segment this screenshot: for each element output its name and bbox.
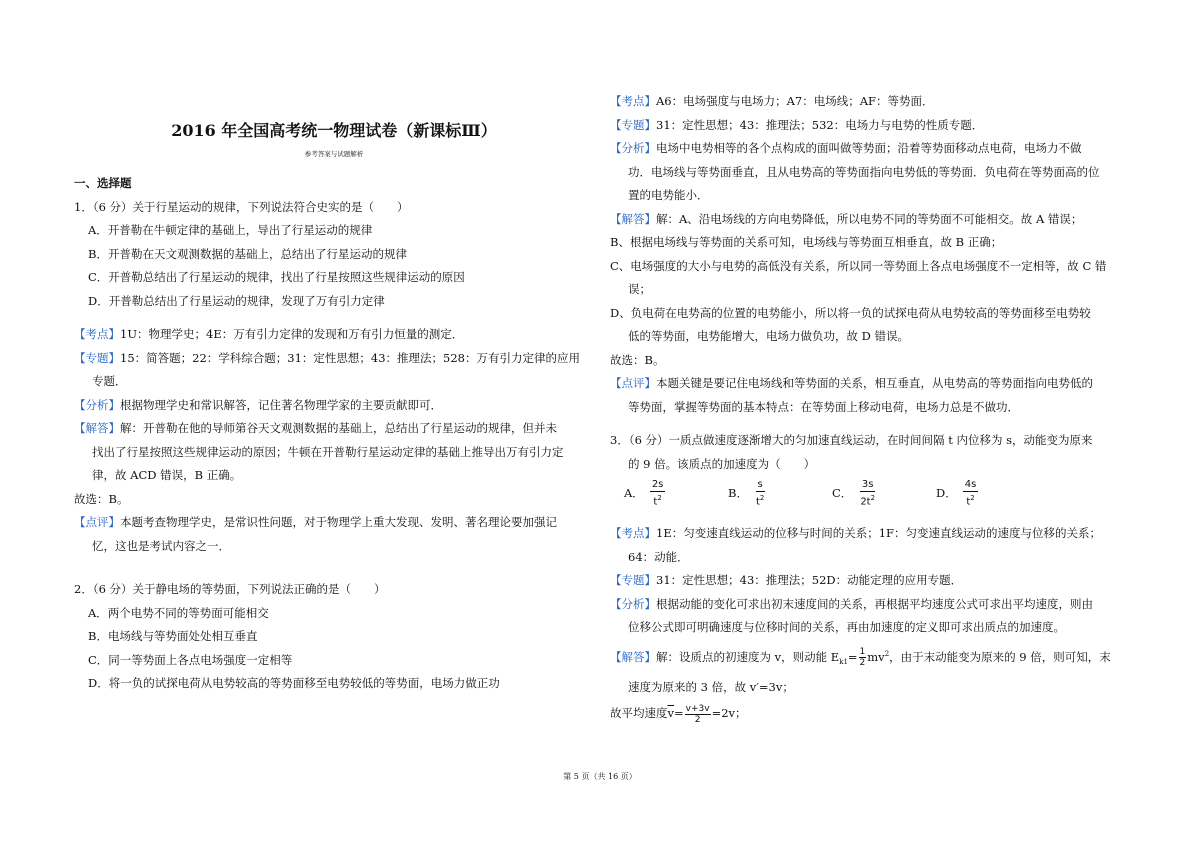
q3-zhuanti: 【专题】31：定性思想；43：推理法；52D：动能定理的应用专题． [610,573,963,587]
q2-fenxi: 【分析】电场中电势相等的各个点构成的面叫做等势面；沿着等势面移动点电荷，电场力不做 [610,141,1082,155]
q1-zhuanti-cont: 专题． [92,374,127,388]
q1-dianping-cont: 忆，这也是考试内容之一． [92,538,230,553]
q3-choice-c: C． $\frac{3s}{2t^2}$ [832,479,876,508]
tag-zhuanti: 专题 [85,350,109,365]
q3-choices [610,476,1130,512]
q2-jieda-b: B、根据电场线与等势面的关系可知，电场线与等势面互相垂直，故 B 正确； [610,235,1003,249]
q1-fenxi: 【分析】根据物理学史和常识解答，记住著名物理学家的主要贡献即可． [74,397,442,412]
q2-fenxi-cont-1: 功．电场线与等势面垂直，且从电势高的等势面指向电势低的等势面．负电荷在等势面高的位 [628,164,1100,179]
q1-jieda: 【解答】解：开普勒在他的导师第谷天文观测数据的基础上，总结出了行星运动的规律，但并未 [74,421,557,435]
q3-stem-cont: 的 9 倍。该质点的加速度为（ ） [628,456,816,471]
right-column [610,90,1130,727]
q2-option-a: A．两个电势不同的等势面可能相交 [88,605,269,620]
q3-stem: 3．（6 分）一质点做速度逐渐增大的匀加速直线运动，在时间间隔 t 内位移为 s，动能变为原来 [610,433,1093,447]
q1-option-b: B．开普勒在天文观测数据的基础上，总结出了行星运动的规律 [88,246,407,261]
q1-kaodian: 【考点】1U：物理学史；4E：万有引力定律的发现和万有引力恒量的测定． [74,327,464,341]
page-title: 2016 年全国高考统一物理试卷（新课标Ⅲ） [171,121,497,140]
q2-stem: 2．（6 分）关于静电场的等势面，下列说法正确的是（ ） [74,582,386,596]
q1-answer: 故选：B。 [74,491,129,506]
page-subtitle: 参考答案与试题解析 [304,150,364,158]
q2-option-b: B．电场线与等势面处处相互垂直 [88,629,258,643]
q2-kaodian: 【考点】A6：电场强度与电场力；A7：电场线；AF：等势面． [610,94,934,108]
q2-jieda-d-cont: 低的等势面，电势能增大，电场力做负功，故 D 错误。 [628,329,910,343]
q1-zhuanti: 【专题】15：简答题；22：学科综合题；31：定性思想；43：推理法；528：万有引力定律的应用 [74,350,580,365]
q3-choice-d: D． $\frac{4s}{t^2}$ [936,479,977,508]
q2-option-c: C．同一等势面上各点电场强度一定相等 [88,652,293,667]
tag-kaodian: 考点 [85,327,109,341]
q2-dianping-cont: 等势面，掌握等势面的基本特点：在等势面上移动电荷，电场力总是不做功． [628,399,1019,414]
q2-answer: 故选：B。 [610,352,665,367]
q3-jieda-cont: 速度为原来的 3 倍，故 v′=3v； [628,679,794,694]
q1-option-d: D．开普勒总结出了行星运动的规律，发现了万有引力定律 [88,293,385,308]
section-heading: 一、选择题 [74,176,132,190]
q1-option-c: C．开普勒总结出了行星运动的规律，找出了行星按照这些规律运动的原因 [88,270,465,284]
q1-jieda-cont-2: 律，故 ACD 错误，B 正确。 [92,468,242,482]
q3-kaodian-cont: 64：动能． [628,549,689,564]
tag-dianping: 点评 [85,515,109,529]
q2-option-d: D．将一负的试探电荷从电势较高的等势面移至电势较低的等势面，电场力做正功 [88,676,500,690]
q3-fenxi-cont: 位移公式即可明确速度与位移时间的关系，再由加速度的定义即可求出质点的加速度。 [628,620,1065,634]
q3-kaodian: 【考点】1E：匀变速直线运动的位移与时间的关系；1F：匀变速直线运动的速度与位移的关系； [610,526,1102,540]
tag-jieda: 解答 [85,421,109,435]
q2-dianping: 【点评】本题关键是要记住电场线和等势面的关系，相互垂直，从电势高的等势面指向电势低的 [610,376,1093,390]
q3-fenxi: 【分析】根据动能的变化可求出初末速度间的关系，再根据平均速度公式可求出平均速度，则由 [610,596,1093,611]
q3-jieda: 【解答】解：设质点的初速度为 v，则动能 $E_{k1}=$ $\frac{1}{2}$ $mv^2$，由于末动能变为原来的 9 倍，则可知，末 [610,646,1111,668]
q2-jieda-c-cont: 误； [628,282,651,296]
q2-jieda: 【解答】解：A、沿电场线的方向电势降低，所以电势不同的等势面不可能相交。故 A 错误； [610,211,1083,226]
q3-choice-b: B． $\frac{s}{t^2}$ [728,479,765,508]
tag-fenxi: 分析 [85,397,109,412]
q2-fenxi-cont-2: 置的电势能小． [628,188,709,202]
q1-option-a: A．开普勒在牛顿定律的基础上，导出了行星运动的规律 [88,223,373,237]
q2-jieda-c: C、电场强度的大小与电势的高低没有关系，所以同一等势面上各点电场强度不一定相等，故 C 错 [610,258,1107,273]
q1-dianping: 【点评】本题考查物理学史，是常识性问题，对于物理学上重大发现、发明、著名理论要加强记 [74,515,557,529]
q3-choice-a: A． $\frac{2s}{t^2}$ [624,479,664,508]
q2-zhuanti: 【专题】31：定性思想；43：推理法；532：电场力与电势的性质专题． [610,117,984,132]
q1-jieda-cont-1: 找出了行星按照这些规律运动的原因；牛顿在开普勒行星运动定律的基础上推导出万有引力定 [92,444,564,459]
left-column [74,118,594,696]
q1-stem: 1．（6 分）关于行星运动的规律，下列说法符合史实的是（ ） [74,199,409,214]
q2-jieda-d: D、负电荷在电势高的位置的电势能小，所以将一负的试探电荷从电势较高的等势面移至电势较 [610,305,1091,320]
q3-average-velocity: 故平均速度$\overline{v}=$ $\frac{v+3v}{2}$ =2v； [610,703,747,725]
page-footer: 第 5 页（共 16 页） [563,772,637,781]
